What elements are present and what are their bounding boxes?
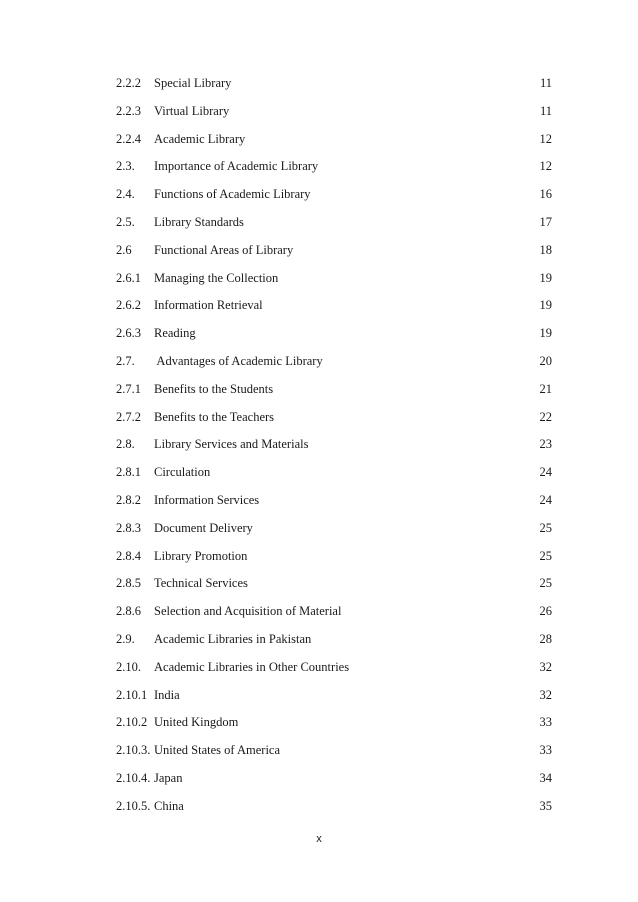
toc-entry-number: 2.6.1 [116,270,141,285]
toc-entry-number: 2.2.4 [116,131,141,146]
toc-entry [116,351,552,379]
toc-entry-page: 18 [539,242,552,257]
toc-entry [116,601,552,629]
toc-entry-title: United Kingdom [154,715,239,730]
toc-entry-title: Benefits to the Teachers [154,409,275,424]
toc-entry-number: 2.10. [116,659,141,674]
toc-entry-title: India [154,687,180,702]
toc-entry-number: 2.2.2 [116,76,141,90]
toc-entry-number: 2.7. [116,353,135,368]
toc-entry [116,101,552,129]
toc-entry-number: 2.9. [116,631,135,646]
toc-entry-page: 28 [539,631,552,646]
toc-entry-page: 24 [539,465,552,480]
toc-entry-title: Academic Library [154,131,246,146]
toc-entry [116,407,552,435]
toc-entry [116,156,552,184]
toc-entry [116,379,552,407]
toc-entry [116,434,552,462]
toc-entry-page: 35 [539,798,552,813]
toc-entry-title: Japan [154,770,183,785]
toc-entry-title: Academic Libraries in Pakistan [154,631,312,646]
toc-entry-page: 32 [539,659,552,674]
toc-entry-number: 2.5. [116,214,135,229]
toc-entry-page: 17 [539,214,552,229]
toc-entry-number: 2.8.3 [116,520,141,535]
toc-entry-title: Information Services [154,492,260,507]
toc-entry [116,129,552,157]
toc-entry-page: 25 [539,520,552,535]
toc-entry [116,490,552,518]
toc-entry-number: 2.7.1 [116,381,141,396]
toc-entry-number: 2.8. [116,437,135,452]
toc-entry-title: Selection and Acquisition of Material [154,604,342,619]
toc-entry-number: 2.4. [116,187,135,202]
page-number: x [316,833,322,845]
toc-entry-page: 23 [539,437,552,452]
toc-entry-page: 12 [539,131,552,146]
toc-entry-number: 2.2.3 [116,103,141,118]
toc-entry-page: 21 [539,381,552,396]
toc-entry-title: China [154,798,184,813]
toc-entry-title: Technical Services [154,576,248,591]
toc-entry [116,184,552,212]
toc-entry-title: Advantages of Academic Library [154,353,323,368]
toc-entry-page: 25 [539,548,552,563]
toc-entry-number: 2.6.3 [116,326,141,341]
toc-entry [116,768,552,796]
toc-entry-title: Library Promotion [154,548,248,563]
toc-entry-page: 34 [539,770,552,785]
toc-entry-title: Importance of Academic Library [154,159,319,174]
toc-entry-number: 2.10.5. [116,798,151,813]
toc-entry-page: 26 [539,604,552,619]
toc-entry-number: 2.8.2 [116,492,141,507]
toc-entry [116,73,552,101]
toc-entry-page: 11 [539,76,552,90]
toc-entry-title: Managing the Collection [154,270,279,285]
toc-entry-page: 22 [539,409,552,424]
toc-entry-page: 20 [539,353,552,368]
toc-entry-page: 32 [539,687,552,702]
toc-entry-title: Special Library [154,76,232,90]
toc-entry-page: 19 [539,270,552,285]
toc-entry [116,740,552,768]
toc-entry-title: Functions of Academic Library [154,187,311,202]
toc-entry-page: 33 [539,743,552,758]
toc-entry-number: 2.6.2 [116,298,141,313]
toc-entry-title: Academic Libraries in Other Countries [154,659,350,674]
toc-entry-title: Information Retrieval [154,298,263,313]
toc-entry [116,323,552,351]
toc-entry [116,462,552,490]
toc-entry-page: 19 [539,298,552,313]
toc-entry-page: 33 [539,715,552,730]
toc-entry-title: Virtual Library [154,103,230,118]
toc-entry [116,712,552,740]
toc-entry-title: Reading [154,326,196,341]
toc-entry-number: 2.3. [116,159,135,174]
toc-entry-number: 2.10.4. [116,770,151,785]
toc-entry-number: 2.7.2 [116,409,141,424]
toc-entry [116,268,552,296]
toc-entry-title: Document Delivery [154,520,253,535]
toc-entry [116,295,552,323]
toc-entry [116,240,552,268]
toc-entry-number: 2.8.5 [116,576,141,591]
toc-entry-number: 2.8.6 [116,604,141,619]
toc-entry-page: 24 [539,492,552,507]
toc-entry-title: Circulation [154,465,211,480]
toc-entry-number: 2.10.1 [116,687,148,702]
toc-entry-title: Library Services and Materials [154,437,309,452]
toc-entry [116,518,552,546]
toc-entry [116,546,552,574]
toc-entry [116,657,552,685]
toc-entry-number: 2.8.4 [116,548,141,563]
toc-entry-page: 25 [539,576,552,591]
toc-entry [116,573,552,601]
toc-entry-page: 16 [539,187,552,202]
toc-entry [116,796,552,824]
toc-entry-title: Functional Areas of Library [154,242,294,257]
toc-entry-number: 2.10.3. [116,743,151,758]
toc-entry-page: 19 [539,326,552,341]
toc-entry [116,629,552,657]
toc-entry-number: 2.6 [116,242,132,257]
toc-entry [116,685,552,713]
toc-entry-title: Library Standards [154,214,244,229]
toc-entry-number: 2.10.2 [116,715,148,730]
toc-entry-title: United States of America [154,743,281,758]
toc-entry-page: 11 [539,103,552,118]
table-of-contents [116,73,552,824]
toc-entry-number: 2.8.1 [116,465,141,480]
toc-entry-title: Benefits to the Students [154,381,274,396]
toc-entry-page: 12 [539,159,552,174]
toc-entry [116,212,552,240]
